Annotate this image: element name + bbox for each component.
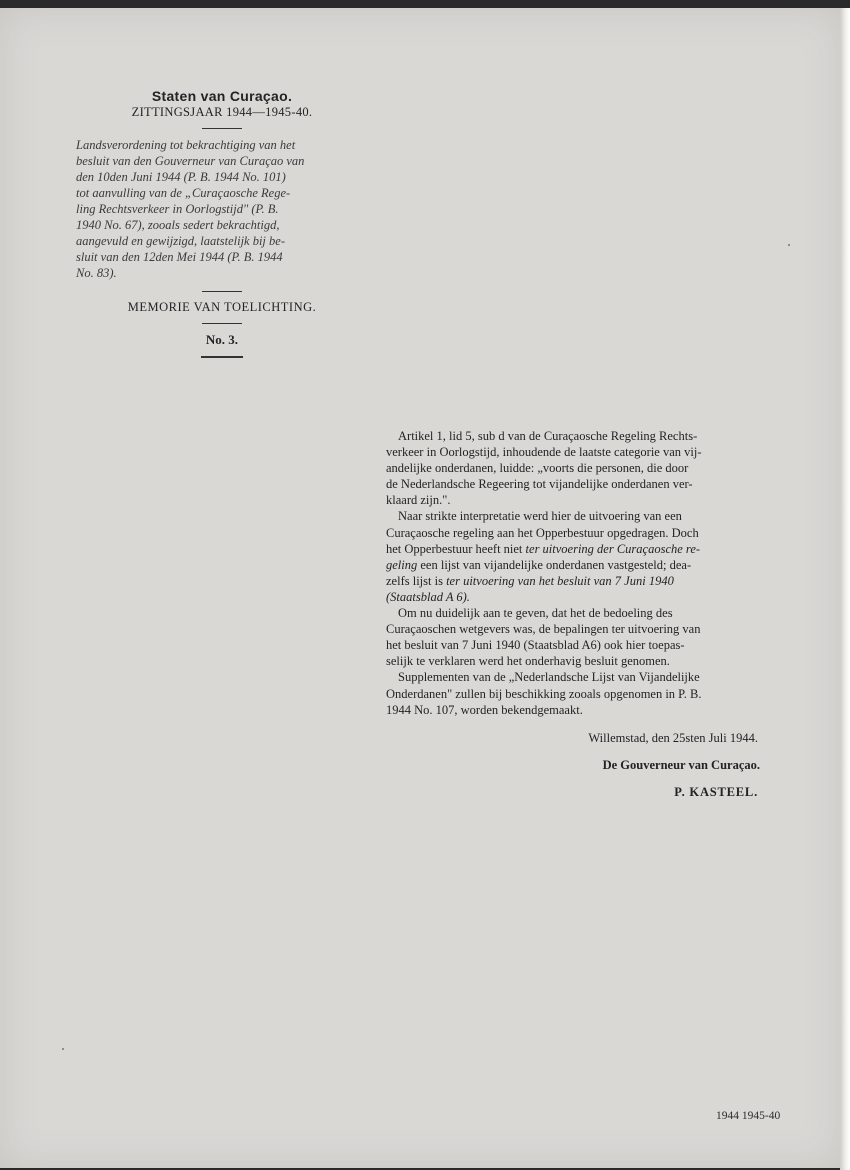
signatory-name: P. KASTEEL.	[674, 784, 758, 799]
paragraph-1	[386, 428, 790, 508]
text-line: Onderdanen" zullen bij beschikking zooals opgenomen in P. B.	[386, 686, 702, 701]
paragraph-4	[386, 669, 790, 717]
subject-line: ling Rechtsverkeer in Oorlogstijd" (P. B.	[76, 202, 279, 216]
text-line: Artikel 1, lid 5, sub d van de Curaçaosche Regeling Rechts-	[398, 429, 698, 443]
text-run: ter uitvoering van het besluit van 7 Juni 1940	[446, 573, 674, 588]
text-line: klaard zijn.".	[386, 493, 451, 508]
text-run: zelfs lijst is	[386, 573, 447, 588]
subject-line: No. 83).	[76, 266, 117, 280]
session-year: ZITTINGSJAAR 1944—1945-40.	[131, 105, 313, 119]
document-header	[76, 88, 368, 366]
paragraph-3	[386, 605, 790, 669]
text-line: Curaçaosche regeling aan het Opperbestuur opgedragen. Doch	[386, 525, 699, 540]
subject-line: Landsverordening tot bekrachtiging van het	[76, 138, 296, 152]
page-edge	[840, 8, 850, 1170]
signatory-office: De Gouverneur van Curaçao.	[602, 757, 760, 772]
text-line: 1944 No. 107, worden bekendgemaakt.	[386, 702, 583, 717]
text-line	[386, 573, 790, 589]
divider	[201, 356, 243, 358]
text-line: andelijke onderdanen, luidde: „voorts die personen, die door	[386, 461, 689, 476]
assembly-title: Staten van Curaçao.	[151, 88, 293, 104]
subject-line: besluit van den Gouverneur van Curaçao van	[76, 154, 305, 168]
paragraph-2	[386, 508, 790, 605]
subject-line: aangevuld en gewijzigd, laatstelijk bij be-	[76, 234, 285, 248]
place-date: Willemstad, den 25sten Juli 1944.	[588, 730, 758, 745]
text-line: (Staatsblad A 6).	[386, 589, 470, 604]
subject-line: sluit van den 12den Mei 1944 (P. B. 1944	[76, 250, 283, 264]
text-line: verkeer in Oorlogstijd, inhoudende de laatste categorie van vij-	[386, 445, 702, 460]
footer-reference: 1944 1945-40	[716, 1110, 781, 1122]
divider	[202, 291, 242, 292]
text-line: Naar strikte interpretatie werd hier de uitvoering van een	[398, 509, 682, 524]
document-number: No. 3.	[205, 332, 239, 347]
text-line: het besluit van 7 Juni 1940 (Staatsblad A6) ook hier toepas-	[386, 638, 685, 653]
text-run: geling	[386, 557, 418, 572]
document-page	[0, 8, 842, 1168]
subject-line: tot aanvulling van de „Curaçaosche Rege-	[76, 186, 291, 200]
document-type: MEMORIE VAN TOELICHTING.	[127, 300, 317, 314]
subject-description	[76, 137, 368, 281]
text-line	[386, 557, 790, 573]
paper-speck	[788, 244, 790, 246]
text-run: het Opperbestuur heeft niet	[386, 541, 526, 556]
text-line: selijk te verklaren werd het onderhavig besluit genomen.	[386, 654, 670, 669]
divider	[202, 128, 242, 129]
text-line: Supplementen van de „Nederlandsche Lijst van Vijandelijke	[398, 670, 700, 685]
subject-line: 1940 No. 67), zooals sedert bekrachtigd,	[76, 218, 280, 232]
text-line	[386, 541, 790, 557]
text-line: Om nu duidelijk aan te geven, dat het de bedoeling des	[398, 606, 673, 621]
text-run: een lijst van vijandelijke onderdanen vastgesteld; dea-	[417, 557, 692, 572]
text-line: de Nederlandsche Regeering tot vijandelijke onderdanen ver-	[386, 477, 693, 492]
text-run: ter uitvoering der Curaçaosche re-	[525, 541, 701, 556]
divider	[202, 323, 242, 324]
subject-line: den 10den Juni 1944 (P. B. 1944 No. 101)	[76, 170, 286, 184]
paper-speck	[62, 1048, 64, 1050]
text-line: Curaçaoschen wetgevers was, de bepalingen ter uitvoering van	[386, 622, 701, 637]
explanatory-text	[386, 428, 790, 800]
